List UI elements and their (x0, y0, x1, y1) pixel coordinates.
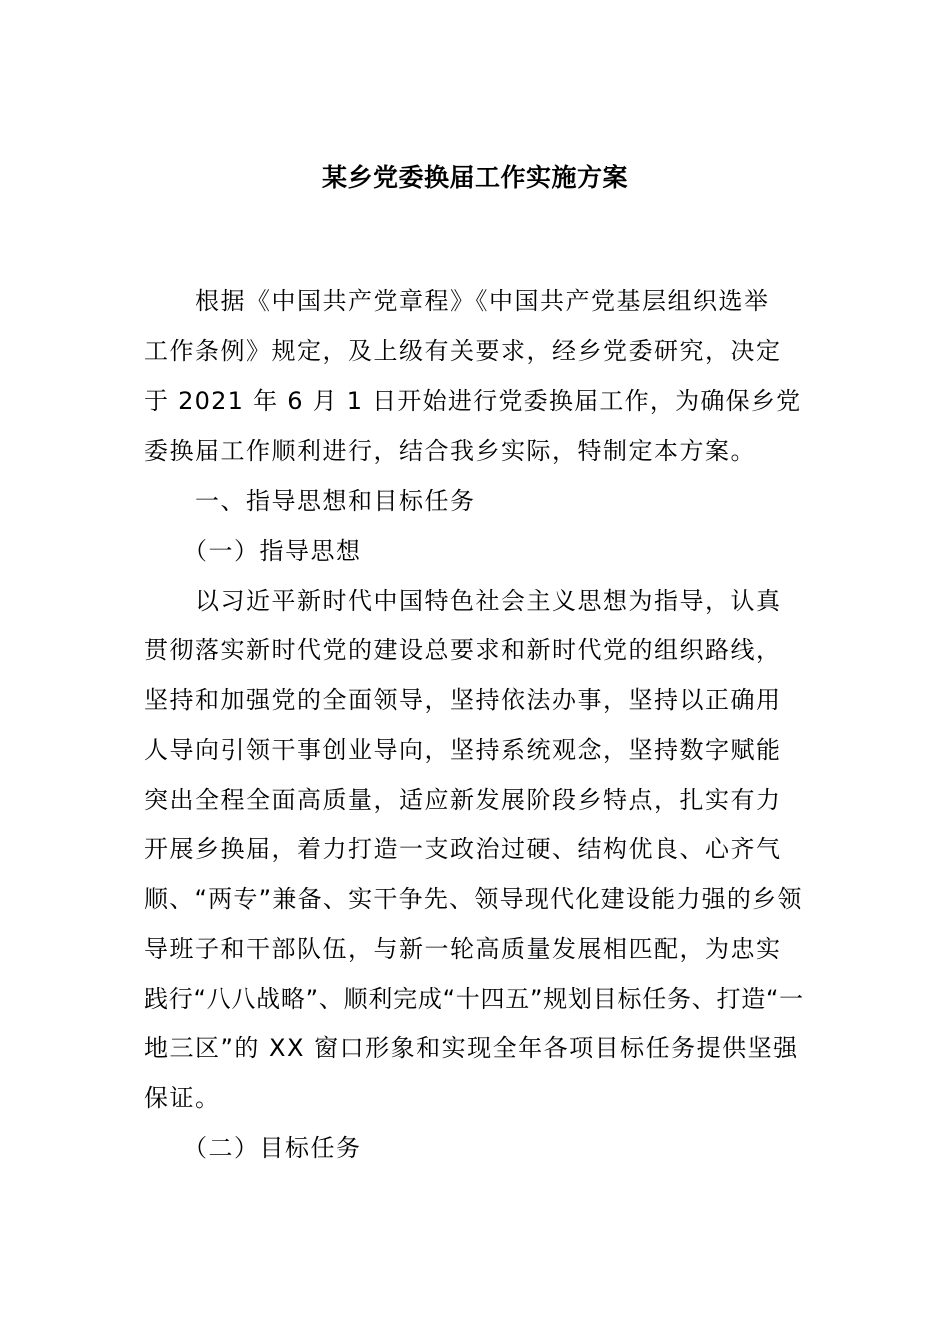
section-heading: 一、指导思想和目标任务 (144, 487, 476, 515)
document-title: 某乡党委换届工作实施方案 (321, 163, 628, 192)
subsection-heading: （二）目标任务 (144, 1134, 362, 1162)
body-text-line: 工作条例》规定，及上级有关要求，经乡党委研究，决定 (144, 337, 782, 365)
subsection-heading: （一）指导思想 (144, 537, 362, 565)
body-text-line: 根据《中国共产党章程》《中国共产党基层组织选举 (144, 287, 770, 315)
body-text-line: 于 2021 年 6 月 1 日开始进行党委换届工作，为确保乡党 (144, 387, 802, 415)
body-text-line: 贯彻落实新时代党的建设总要求和新时代党的组织路线， (144, 636, 782, 664)
body-text-line: 顺、“两专”兼备、实干争先、领导现代化建设能力强的乡领 (144, 885, 803, 913)
body-text-line: 委换届工作顺利进行，结合我乡实际，特制定本方案。 (144, 437, 756, 465)
body-text-line: 人导向引领干事创业导向，坚持系统观念，坚持数字赋能 (144, 736, 782, 764)
body-text-line: 坚持和加强党的全面领导，坚持依法办事，坚持以正确用 (144, 686, 782, 714)
body-text-line: 保证。 (144, 1084, 221, 1112)
body-text-line: 开展乡换届，着力打造一支政治过硬、结构优良、心齐气 (144, 835, 782, 863)
body-text-line: 地三区”的 XX 窗口形象和实现全年各项目标任务提供坚强 (144, 1034, 799, 1062)
body-text-line: 践行“八八战略”、顺利完成“十四五”规划目标任务、打造“一 (144, 985, 804, 1013)
body-text-line: 突出全程全面高质量，适应新发展阶段乡特点，扎实有力 (144, 786, 782, 814)
body-text-line: 导班子和干部队伍，与新一轮高质量发展相匹配，为忠实 (144, 935, 782, 963)
body-text-line: 以习近平新时代中国特色社会主义思想为指导，认真 (144, 587, 782, 615)
